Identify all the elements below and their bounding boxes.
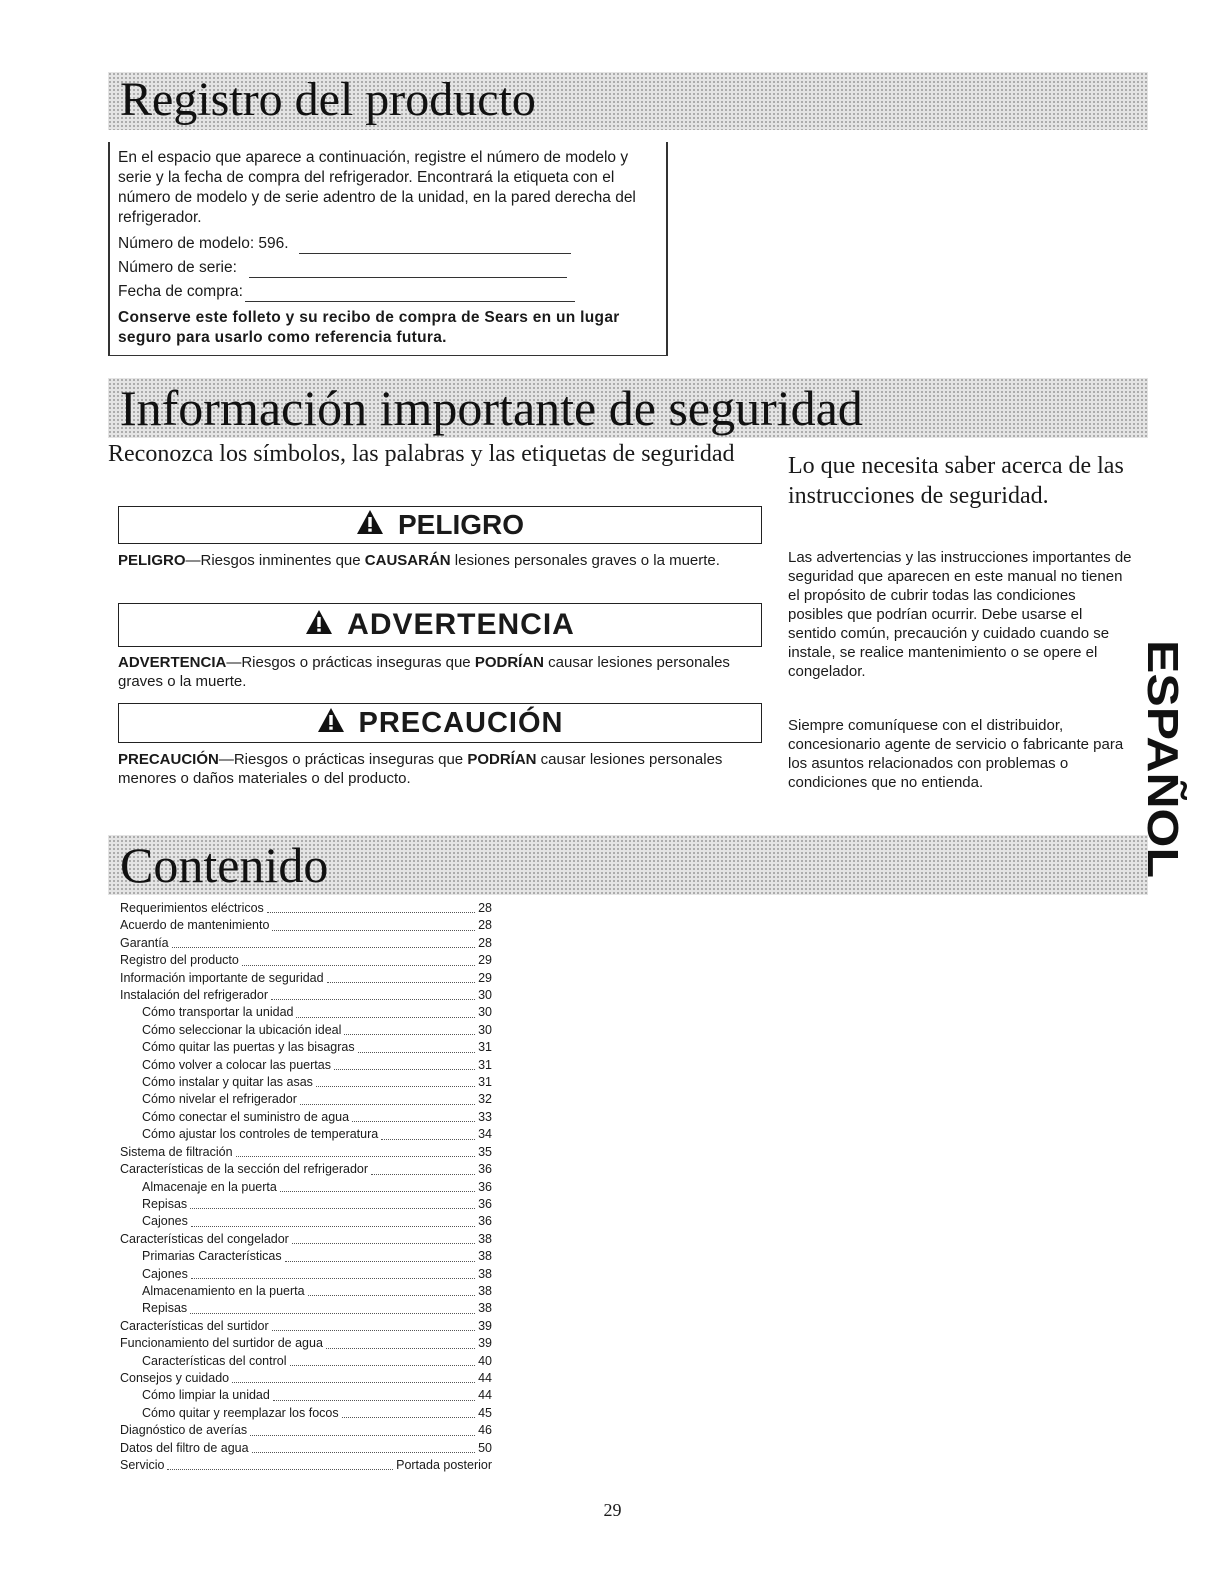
toc-entry-label: Almacenaje en la puerta — [142, 1179, 277, 1194]
toc-entry-label: Garantía — [120, 935, 169, 950]
toc-entry-label: Consejos y cuidado — [120, 1370, 230, 1385]
warning-term: ADVERTENCIA — [118, 654, 227, 671]
warning-triangle-icon — [356, 509, 384, 542]
toc-entry — [120, 952, 492, 969]
toc-entry — [120, 1457, 492, 1474]
toc-entry — [120, 1074, 492, 1091]
model-number-line — [299, 237, 571, 254]
toc-entry — [120, 1370, 492, 1387]
toc-entry — [120, 935, 492, 952]
toc-entry — [120, 1422, 492, 1439]
toc-leader-dots — [252, 1440, 476, 1453]
toc-leader-dots — [280, 1179, 475, 1192]
page-number: 29 — [603, 1500, 622, 1520]
toc-entry — [120, 1126, 492, 1143]
registration-box — [108, 142, 668, 356]
toc-entry — [120, 900, 492, 917]
caution-emphasis: PODRÍAN — [467, 751, 537, 768]
toc-leader-dots — [236, 1144, 476, 1157]
toc-leader-dots — [334, 1057, 475, 1070]
toc-leader-dots — [191, 1266, 475, 1279]
toc-leader-dots — [272, 1318, 475, 1331]
caution-text-b: causar lesiones personales menores o daños materiales o del producto. — [118, 751, 723, 787]
serial-number-line — [249, 261, 567, 278]
toc-entry — [120, 987, 492, 1004]
toc-entry-label: Cómo volver a colocar las puertas — [142, 1057, 331, 1072]
warning-triangle-icon — [305, 609, 333, 642]
toc-entry-label: Repisas — [142, 1301, 188, 1316]
safety-header-band — [108, 378, 1148, 438]
toc-entry-page: Portada posterior — [396, 1458, 492, 1472]
toc-entry-page: 30 — [478, 1005, 492, 1020]
need-to-know-paragraph-2: Siempre comuníquese con el distribuidor, concesionario agente de servicio o fabricante para los asuntos relacionados con problemas o condiciones que no entienda. — [788, 717, 1124, 791]
toc-entry — [120, 1109, 492, 1126]
warning-label: ADVERTENCIA — [347, 608, 575, 641]
toc-entry-label: Características de la sección del refrigerador — [120, 1162, 369, 1177]
toc-entry-label: Cómo quitar y reemplazar los focos — [142, 1405, 339, 1420]
toc-entry-page: 38 — [478, 1283, 492, 1298]
toc-entry-label: Cómo seleccionar la ubicación ideal — [142, 1022, 342, 1037]
danger-term: PELIGRO — [118, 552, 186, 569]
toc-leader-dots — [344, 1022, 475, 1035]
model-number-field — [118, 232, 658, 254]
toc-leader-dots — [242, 952, 475, 965]
warning-description — [118, 653, 768, 691]
serial-number-field — [118, 256, 658, 278]
toc-entry-label: Registro del producto — [120, 953, 239, 968]
toc-entry — [120, 1022, 492, 1039]
toc-entry — [120, 970, 492, 987]
registration-intro: En el espacio que aparece a continuación, registre el número de modelo y serie y la fecha de compra del refrigerador. Encontrará la etiqueta con el número de modelo y de serie adentro de la unidad, en la pared derecha del refrigerador. — [118, 149, 636, 226]
toc-leader-dots — [292, 1231, 475, 1244]
toc-entry-page: 31 — [478, 1075, 492, 1090]
toc-entry — [120, 1248, 492, 1265]
toc-entry-page: 44 — [478, 1388, 492, 1403]
toc-entry — [120, 1266, 492, 1283]
purchase-date-field — [118, 280, 658, 302]
toc-entry-label: Diagnóstico de averías — [120, 1423, 248, 1438]
toc-entry-page: 30 — [478, 988, 492, 1003]
toc-leader-dots — [371, 1161, 475, 1174]
toc-entry-label: Datos del filtro de agua — [120, 1440, 249, 1455]
toc-entry-label: Cómo conectar el suministro de agua — [142, 1109, 350, 1124]
warning-triangle-icon — [317, 707, 345, 740]
toc-leader-dots — [271, 987, 475, 1000]
toc-entry-label: Almacenamiento en la puerta — [142, 1283, 305, 1298]
toc-entry — [120, 917, 492, 934]
toc-entry — [120, 1335, 492, 1352]
toc-leader-dots — [327, 970, 476, 983]
toc-entry — [120, 1161, 492, 1178]
toc-leader-dots — [296, 1004, 475, 1017]
purchase-date-line — [245, 285, 575, 302]
toc-entry — [120, 1231, 492, 1248]
toc-entry-label: Cajones — [142, 1214, 188, 1229]
warning-text-b: causar lesiones personales graves o la muerte. — [118, 654, 730, 690]
toc-leader-dots — [285, 1248, 475, 1261]
warning-emphasis: PODRÍAN — [474, 654, 544, 671]
table-of-contents — [120, 900, 492, 1474]
toc-entry-page: 31 — [478, 1057, 492, 1072]
purchase-date-label: Fecha de compra: — [118, 283, 243, 300]
toc-entry — [120, 1300, 492, 1317]
contents-title: Contenido — [120, 837, 329, 893]
warning-label-box — [118, 603, 762, 647]
serial-number-label: Número de serie: — [118, 259, 237, 276]
toc-entry — [120, 1179, 492, 1196]
toc-entry-page: 38 — [478, 1301, 492, 1316]
toc-leader-dots — [290, 1353, 476, 1366]
toc-entry — [120, 1353, 492, 1370]
toc-entry-label: Servicio — [120, 1458, 165, 1472]
toc-entry-label: Requerimientos eléctricos — [120, 901, 264, 915]
toc-entry-page: 32 — [478, 1092, 492, 1107]
toc-entry-page: 46 — [478, 1423, 492, 1438]
toc-entry-label: Instalación del refrigerador — [120, 988, 268, 1003]
toc-entry-page: 34 — [478, 1127, 492, 1142]
toc-entry-page: 39 — [478, 1318, 492, 1333]
toc-leader-dots — [250, 1422, 475, 1435]
danger-emphasis: CAUSARÁN — [364, 552, 451, 569]
toc-entry-label: Cómo instalar y quitar las asas — [142, 1075, 313, 1090]
toc-leader-dots — [190, 1300, 475, 1313]
toc-entry-page: 35 — [478, 1144, 492, 1159]
safety-title: Información importante de seguridad — [120, 380, 863, 436]
toc-leader-dots — [326, 1335, 475, 1348]
model-number-label: Número de modelo: 596. — [118, 235, 289, 252]
toc-entry-label: Cómo quitar las puertas y las bisagras — [142, 1040, 355, 1055]
recognize-title: Reconozca los símbolos, las palabras y las etiquetas de seguridad — [108, 441, 735, 467]
toc-entry-page: 28 — [478, 935, 492, 950]
toc-entry-label: Repisas — [142, 1196, 188, 1211]
toc-leader-dots — [232, 1370, 475, 1383]
danger-label-box — [118, 506, 762, 544]
toc-entry-page: 30 — [478, 1022, 492, 1037]
language-side-tab-text: ESPAÑOL — [1138, 640, 1187, 850]
caution-description — [118, 750, 768, 788]
toc-entry — [120, 1144, 492, 1161]
toc-entry-page: 29 — [478, 970, 492, 985]
toc-entry-page: 33 — [478, 1109, 492, 1124]
toc-leader-dots — [190, 1196, 475, 1209]
contents-header-band — [108, 835, 1148, 895]
toc-leader-dots — [352, 1109, 475, 1122]
toc-entry-label: Cómo limpiar la unidad — [142, 1388, 270, 1403]
caution-label-box — [118, 703, 762, 743]
registration-header-band — [108, 72, 1148, 130]
danger-text-a: —Riesgos inminentes que — [185, 552, 365, 569]
toc-entry-page: 36 — [478, 1214, 492, 1229]
caution-text-a: —Riesgos o prácticas inseguras que — [218, 751, 468, 768]
danger-text-b: lesiones personales graves o la muerte. — [450, 552, 720, 569]
toc-entry-label: Funcionamiento del surtidor de agua — [120, 1336, 323, 1351]
toc-entry-page: 40 — [478, 1353, 492, 1368]
caution-term: PRECAUCIÓN — [118, 751, 219, 768]
toc-leader-dots — [358, 1039, 475, 1052]
toc-entry-label: Características del control — [142, 1353, 287, 1368]
toc-entry-label: Sistema de filtración — [120, 1144, 233, 1159]
toc-entry — [120, 1196, 492, 1213]
toc-entry — [120, 1004, 492, 1021]
danger-description — [118, 551, 768, 570]
toc-leader-dots — [300, 1091, 475, 1104]
toc-entry — [120, 1057, 492, 1074]
toc-entry-label: Cajones — [142, 1266, 188, 1281]
registration-note: Conserve este folleto y su recibo de compra de Sears en un lugar seguro para usarlo como referencia futura. — [118, 309, 620, 346]
toc-entry-label: Cómo nivelar el refrigerador — [142, 1092, 297, 1107]
toc-entry-label: Acuerdo de mantenimiento — [120, 918, 270, 933]
toc-entry-page: 36 — [478, 1179, 492, 1194]
toc-entry-label: Primarias Características — [142, 1249, 282, 1264]
toc-leader-dots — [308, 1283, 475, 1296]
toc-leader-dots — [316, 1074, 475, 1087]
toc-leader-dots — [381, 1126, 475, 1139]
toc-entry-page: 29 — [478, 953, 492, 968]
toc-entry-label: Características del congelador — [120, 1231, 289, 1246]
toc-leader-dots — [172, 935, 475, 948]
toc-entry — [120, 1318, 492, 1335]
registration-title: Registro del producto — [120, 73, 536, 126]
toc-entry — [120, 1039, 492, 1056]
toc-entry — [120, 1405, 492, 1422]
toc-entry-label: Cómo ajustar los controles de temperatura — [142, 1127, 379, 1142]
toc-entry-page: 28 — [478, 901, 492, 915]
toc-entry — [120, 1091, 492, 1108]
toc-leader-dots — [342, 1405, 475, 1418]
toc-entry-page: 38 — [478, 1249, 492, 1264]
need-to-know-title: Lo que necesita saber acerca de las instrucciones de seguridad. — [788, 453, 1124, 509]
toc-entry-page: 31 — [478, 1040, 492, 1055]
toc-entry-label: Información importante de seguridad — [120, 970, 324, 985]
need-to-know-paragraph-1: Las advertencias y las instrucciones importantes de seguridad que aparecen en este manual no tienen el propósito de cubrir todas las condiciones posibles que podrían ocurrir. Debe usarse el sentido común, precaución y cuidado cuando se instale, se realice mantenimiento o se opere el congelador. — [788, 549, 1132, 680]
toc-entry-page: 39 — [478, 1336, 492, 1351]
warning-text-a: —Riesgos o prácticas inseguras que — [226, 654, 475, 671]
toc-leader-dots — [267, 900, 475, 913]
toc-entry — [120, 1213, 492, 1230]
toc-entry-page: 50 — [478, 1440, 492, 1455]
toc-entry-page: 45 — [478, 1405, 492, 1420]
toc-entry-page: 28 — [478, 918, 492, 933]
toc-entry-page: 44 — [478, 1370, 492, 1385]
toc-entry-page: 38 — [478, 1231, 492, 1246]
danger-label: PELIGRO — [397, 509, 524, 540]
toc-entry-label: Cómo transportar la unidad — [142, 1005, 294, 1020]
toc-entry-page: 36 — [478, 1196, 492, 1211]
toc-entry-page: 38 — [478, 1266, 492, 1281]
toc-leader-dots — [191, 1213, 475, 1226]
caution-label: PRECAUCIÓN — [358, 706, 564, 739]
toc-entry-page: 36 — [478, 1162, 492, 1177]
toc-entry — [120, 1440, 492, 1457]
toc-leader-dots — [272, 917, 475, 930]
toc-entry-label: Características del surtidor — [120, 1318, 269, 1333]
toc-leader-dots — [273, 1387, 475, 1400]
toc-entry — [120, 1387, 492, 1404]
toc-entry — [120, 1283, 492, 1300]
toc-leader-dots — [167, 1457, 393, 1470]
